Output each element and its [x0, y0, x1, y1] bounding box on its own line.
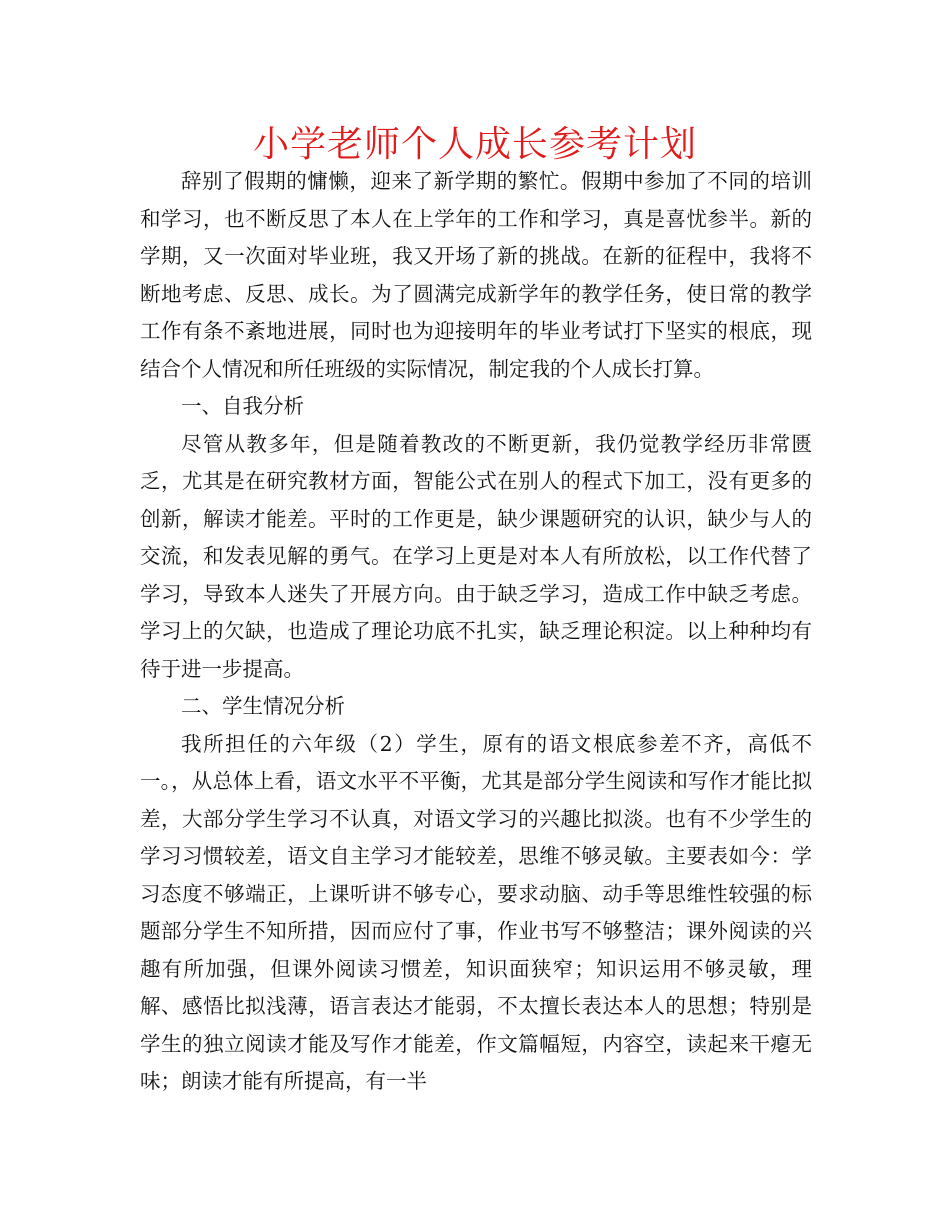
intro-paragraph: 辞别了假期的慵懒，迎来了新学期的繁忙。假期中参加了不同的培训和学习，也不断反思了本人在上学年的工作和学习，真是喜忧参半。新的学期，又一次面对毕业班，我又开场了新的挑战。在新的征程中，我将不断地考虑、反思、成长。为了圆满完成新学年的教学任务，使日常的教学工作有条不紊地进展，同时也为迎接明年的毕业考试打下坚实的根底，现结合个人情况和所任班级的实际情况，制定我的个人成长打算。 — [140, 169, 812, 381]
document-title: 小学老师个人成长参考计划 — [252, 124, 697, 165]
document-body — [140, 163, 812, 1101]
section-heading-student-analysis: 二、学生情况分析 — [181, 694, 345, 718]
student-analysis-paragraph: 我所担任的六年级（2）学生，原有的语文根底参差不齐，高低不一。，从总体上看，语文水平不平衡，尤其是部分学生阅读和写作才能比拟差，大部分学生学习不认真，对语文学习的兴趣比拟淡。也有不少学生的学习习惯较差，语文自主学习才能较差，思维不够灵敏。主要表如今：学习态度不够端正，上课听讲不够专心，要求动脑、动手等思维性较强的标题部分学生不知所措，因而应付了事，作业书写不够整洁；课外阅读的兴趣有所加强，但课外阅读习惯差，知识面狭窄；知识运用不够灵敏，理解、感悟比拟浅薄，语言表达才能弱，不太擅长表达本人的思想；特别是学生的独立阅读才能及写作才能差，作文篇幅短，内容空，读起来干瘪无味；朗读才能有所提高，有一半 — [140, 731, 812, 1093]
self-analysis-paragraph: 尽管从教多年，但是随着教改的不断更新，我仍觉教学经历非常匮乏，尤其是在研究教材方面，智能公式在别人的程式下加工，没有更多的创新，解读才能差。平时的工作更是，缺少课题研究的认识，缺少与人的交流，和发表见解的勇气。在学习上更是对本人有所放松，以工作代替了学习，导致本人迷失了开展方向。由于缺乏学习，造成工作中缺乏考虑。学习上的欠缺，也造成了理论功底不扎实，缺乏理论积淀。以上种种均有待于进一步提高。 — [140, 431, 812, 681]
section-heading-self-analysis: 一、自我分析 — [181, 394, 304, 418]
